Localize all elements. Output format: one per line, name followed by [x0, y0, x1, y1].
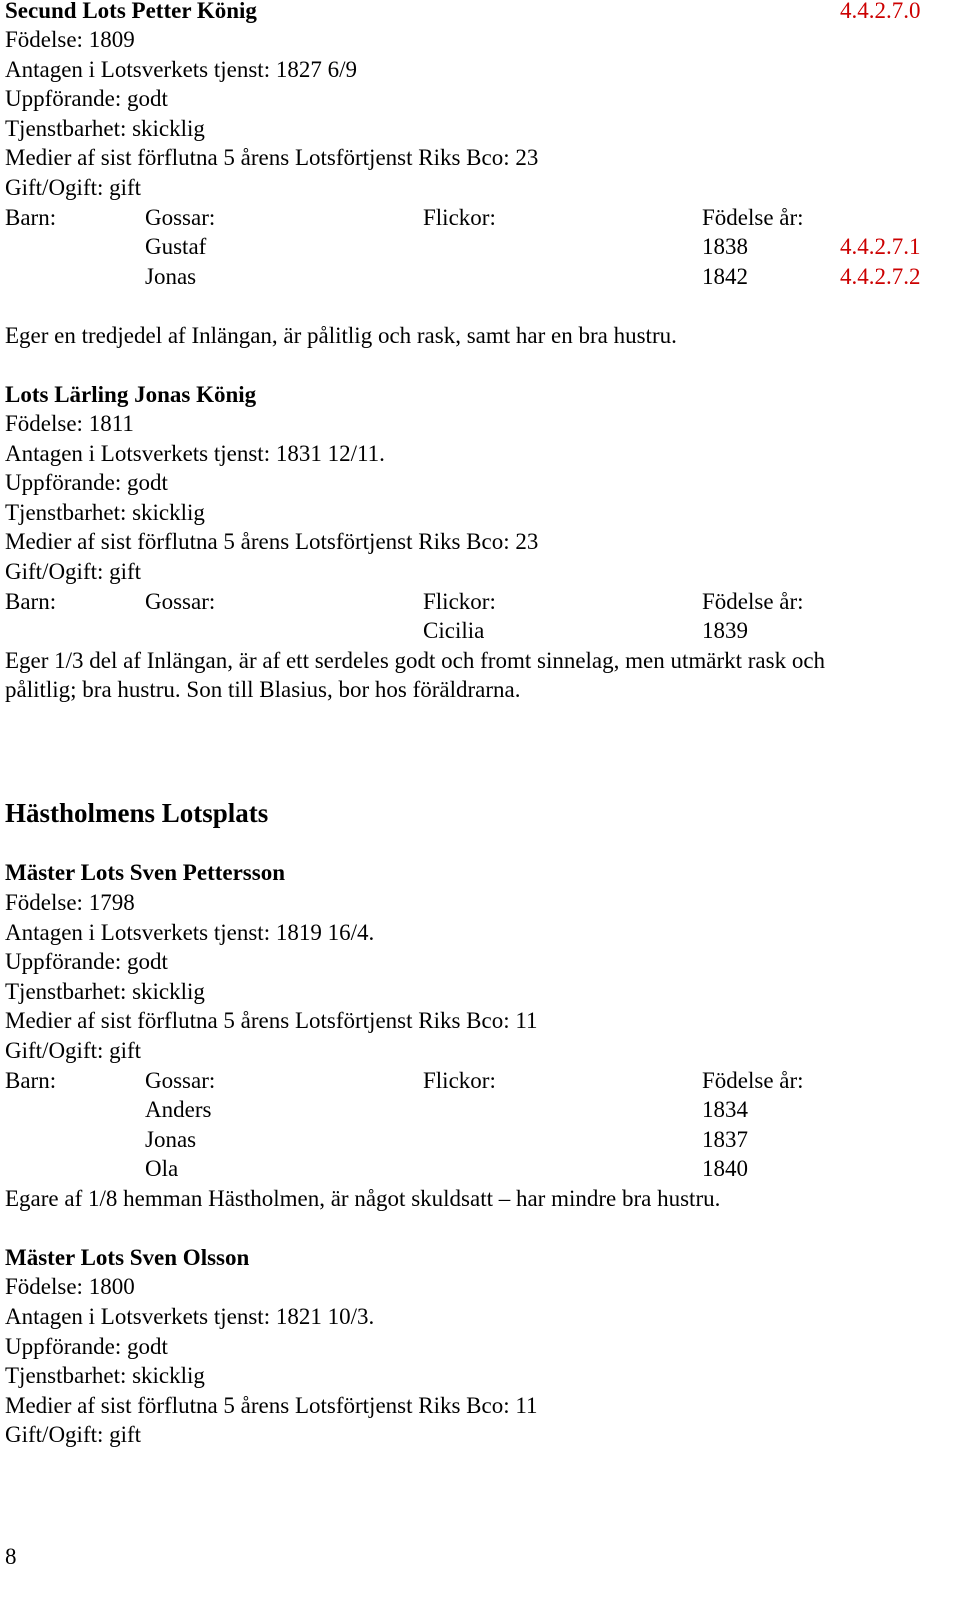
entry3-child-year: 1834 [702, 1097, 748, 1122]
entry3-child-name: Anders [145, 1097, 212, 1122]
entry3-daughters-header: Flickor: [423, 1068, 496, 1093]
entry2-children-label: Barn: [5, 589, 57, 614]
entry2-medel: Medier af sist förflutna 5 årens Lotsförtjenst Riks Bco: 23 [5, 529, 539, 554]
entry1-married: Gift/Ogift: gift [5, 175, 142, 200]
entry2-child-name: Cicilia [423, 618, 485, 643]
entry2-child-year: 1839 [702, 618, 748, 643]
entry1-conduct: Uppförande: godt [5, 86, 168, 111]
entry3-note: Egare af 1/8 hemman Hästholmen, är något skuldsatt – har mindre bra hustru. [5, 1186, 721, 1211]
entry4-birth: Födelse: 1800 [5, 1274, 135, 1299]
entry2-married: Gift/Ogift: gift [5, 559, 142, 584]
entry1-fitness: Tjenstbarhet: skicklig [5, 116, 205, 141]
entry1-daughters-header: Flickor: [423, 205, 496, 230]
entry1-note: Eger en tredjedel af Inlängan, är pålitlig och rask, samt har en bra hustru. [5, 323, 677, 348]
entry2-title: Lots Lärling Jonas König [5, 382, 257, 407]
entry3-child-name: Jonas [145, 1127, 197, 1152]
entry3-married: Gift/Ogift: gift [5, 1038, 142, 1063]
entry2-year-header: Födelse år: [702, 589, 804, 614]
entry2-note-line1: Eger 1/3 del af Inlängan, är af ett serdeles godt och fromt sinnelag, men utmärkt rask och [5, 648, 826, 673]
entry3-title: Mäster Lots Sven Pettersson [5, 860, 285, 885]
entry1-title: Secund Lots Petter König [5, 0, 257, 23]
entry2-daughters-header: Flickor: [423, 589, 496, 614]
entry4-conduct: Uppförande: godt [5, 1334, 168, 1359]
entry3-sons-header: Gossar: [145, 1068, 216, 1093]
entry2-sons-header: Gossar: [145, 589, 216, 614]
entry3-conduct: Uppförande: godt [5, 949, 168, 974]
entry4-title: Mäster Lots Sven Olsson [5, 1245, 250, 1270]
entry1-service: Antagen i Lotsverkets tjenst: 1827 6/9 [5, 57, 357, 82]
entry1-year-header: Födelse år: [702, 205, 804, 230]
entry3-child-name: Ola [145, 1156, 179, 1181]
entry4-married: Gift/Ogift: gift [5, 1422, 142, 1447]
entry1-child-name: Jonas [145, 264, 197, 289]
entry3-birth: Födelse: 1798 [5, 890, 135, 915]
entry1-ref: 4.4.2.7.0 [840, 0, 921, 23]
entry2-birth: Födelse: 1811 [5, 411, 134, 436]
entry1-child-name: Gustaf [145, 234, 207, 259]
entry1-children-label: Barn: [5, 205, 57, 230]
entry4-medel: Medier af sist förflutna 5 årens Lotsförtjenst Riks Bco: 11 [5, 1393, 538, 1418]
entry1-sons-header: Gossar: [145, 205, 216, 230]
entry3-service: Antagen i Lotsverkets tjenst: 1819 16/4. [5, 920, 375, 945]
entry3-children-label: Barn: [5, 1068, 57, 1093]
entry3-year-header: Födelse år: [702, 1068, 804, 1093]
entry3-medel: Medier af sist förflutna 5 årens Lotsförtjenst Riks Bco: 11 [5, 1008, 538, 1033]
entry3-child-year: 1840 [702, 1156, 748, 1181]
entry1-child-year: 1842 [702, 264, 748, 289]
entry1-child-ref: 4.4.2.7.2 [840, 264, 921, 289]
entry1-birth: Födelse: 1809 [5, 27, 135, 52]
entry1-child-year: 1838 [702, 234, 748, 259]
entry2-service: Antagen i Lotsverkets tjenst: 1831 12/11. [5, 441, 385, 466]
entry2-fitness: Tjenstbarhet: skicklig [5, 500, 205, 525]
entry4-service: Antagen i Lotsverkets tjenst: 1821 10/3. [5, 1304, 375, 1329]
entry2-note-line2: pålitlig; bra hustru. Son till Blasius, bor hos föräldrarna. [5, 677, 521, 702]
entry1-child-ref: 4.4.2.7.1 [840, 234, 921, 259]
section-heading: Hästholmens Lotsplats [5, 798, 269, 828]
entry3-child-year: 1837 [702, 1127, 748, 1152]
entry1-medel: Medier af sist förflutna 5 årens Lotsförtjenst Riks Bco: 23 [5, 145, 539, 170]
entry3-fitness: Tjenstbarhet: skicklig [5, 979, 205, 1004]
entry4-fitness: Tjenstbarhet: skicklig [5, 1363, 205, 1388]
page-number: 8 [5, 1544, 17, 1569]
entry2-conduct: Uppförande: godt [5, 470, 168, 495]
